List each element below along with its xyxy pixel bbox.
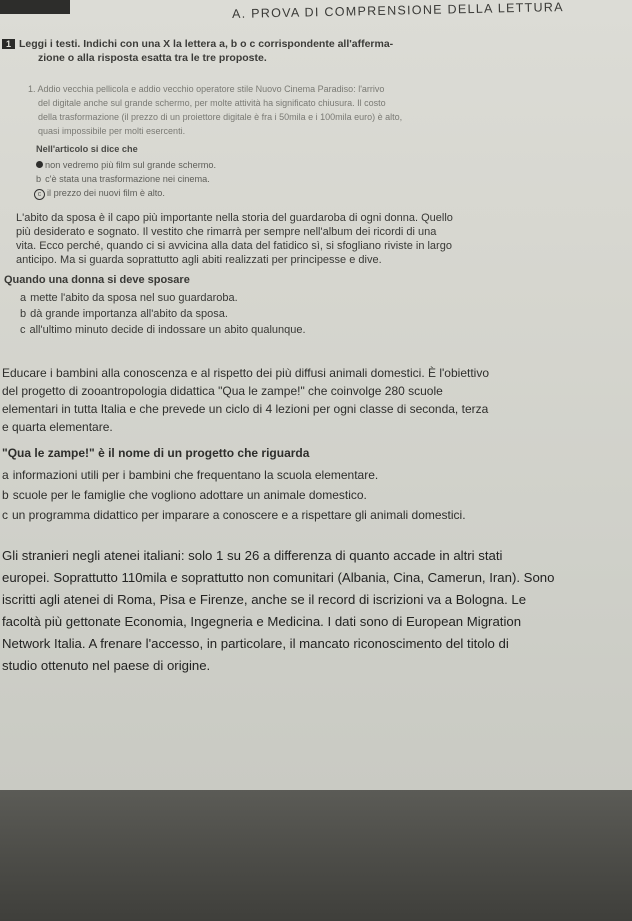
text2-line-4: anticipo. Ma si guarda soprattutto agli abiti realizzati per principesse e dive.	[16, 254, 382, 266]
text4-line-3: iscritti agli atenei di Roma, Pisa e Firenze, anche se il record di iscrizioni va a Bologna. Le	[2, 592, 527, 607]
text1-option-a[interactable]: non vedremo più film sul grande schermo.	[36, 160, 216, 170]
text4-line-2: europei. Soprattutto 110mila e soprattutto non comunitari (Albania, Cina, Camerun, Iran). Sono	[2, 570, 555, 585]
text4-line-1: Gli stranieri negli atenei italiani: solo 1 su 26 a differenza di quanto accade in altri stati	[2, 548, 503, 563]
text2-option-b[interactable]: b dà grande importanza all'abito da sposa.	[20, 308, 228, 320]
text1-option-c[interactable]: c il prezzo dei nuovi film è alto.	[34, 188, 165, 200]
text3-line-3: elementari in tutta Italia e che prevede un ciclo di 4 lezioni per ogni classe di seconda, terza	[2, 402, 489, 416]
text4-line-6: studio ottenuto nel paese di origine.	[2, 658, 211, 673]
text3-line-1: Educare i bambini alla conoscenza e al rispetto dei più diffusi animali domestici. È l'obiettivo	[2, 366, 489, 380]
text3-line-2: del progetto di zooantropologia didattica "Qua le zampe!" che coinvolge 280 scuole	[2, 384, 443, 398]
text2-line-1: L'abito da sposa è il capo più importante nella storia del guardaroba di ogni donna. Quello	[16, 212, 453, 224]
instruction-text-1: Leggi i testi. Indichi con una X la lettera a, b o c corrispondente all'afferma-	[19, 38, 394, 50]
text3-question: "Qua le zampe!" è il nome di un progetto che riguarda	[2, 446, 310, 460]
circled-letter-icon: c	[34, 189, 45, 200]
selected-mark-icon	[36, 161, 43, 168]
text1-line-4: quasi impossibile per molti esercenti.	[38, 126, 186, 136]
text3-option-c[interactable]: c un programma didattico per imparare a conoscere e a rispettare gli animali domestici.	[2, 508, 466, 522]
text4-line-5: Network Italia. A frenare l'accesso, in particolare, il mancato riconoscimento del titolo di	[2, 636, 509, 651]
text4-line-4: facoltà più gettonate Economia, Ingegneria e Medicina. I dati sono di European Migration	[2, 614, 522, 629]
background-surface	[0, 790, 632, 921]
section-header: A. PROVA DI COMPRENSIONE DELLA LETTURA	[231, 0, 564, 21]
text3-option-b[interactable]: b scuole per le famiglie che vogliono adottare un animale domestico.	[2, 488, 367, 502]
text2-line-3: vita. Ecco perché, quando ci si avvicina alla data del fatidico sì, si sfogliano riviste in largo	[16, 240, 452, 252]
instruction-line-2: zione o alla risposta esatta tra le tre proposte.	[38, 52, 267, 64]
text2-question: Quando una donna si deve sposare	[4, 274, 190, 286]
text1-question: Nell'articolo si dice che	[36, 144, 138, 154]
text2-option-a[interactable]: a mette l'abito da sposa nel suo guardaroba.	[20, 292, 238, 304]
instruction-line-1	[2, 38, 393, 50]
text1-option-b[interactable]: b c'è stata una trasformazione nei cinema.	[36, 174, 210, 184]
text3-line-4: e quarta elementare.	[2, 420, 113, 434]
text3-option-a[interactable]: a informazioni utili per i bambini che frequentano la scuola elementare.	[2, 468, 379, 482]
text1-line-3: della trasformazione (il prezzo di un proiettore digitale è fra i 50mila e i 100mila euro) è alto,	[38, 112, 403, 122]
text1-line-1: 1. Addio vecchia pellicola e addio vecchio operatore stile Nuovo Cinema Paradiso: l'arrivo	[28, 84, 385, 94]
text2-line-2: più desiderato e sognato. Il vestito che rimarrà per sempre nell'album dei ricordi di una	[16, 226, 437, 238]
text2-option-c[interactable]: c all'ultimo minuto decide di indossare un abito qualunque.	[20, 324, 306, 336]
exercise-number: 1	[2, 39, 15, 49]
page-corner-shadow	[0, 0, 70, 14]
text1-line-2: del digitale anche sul grande schermo, per molte attività ha significato chiusura. Il costo	[38, 98, 386, 108]
